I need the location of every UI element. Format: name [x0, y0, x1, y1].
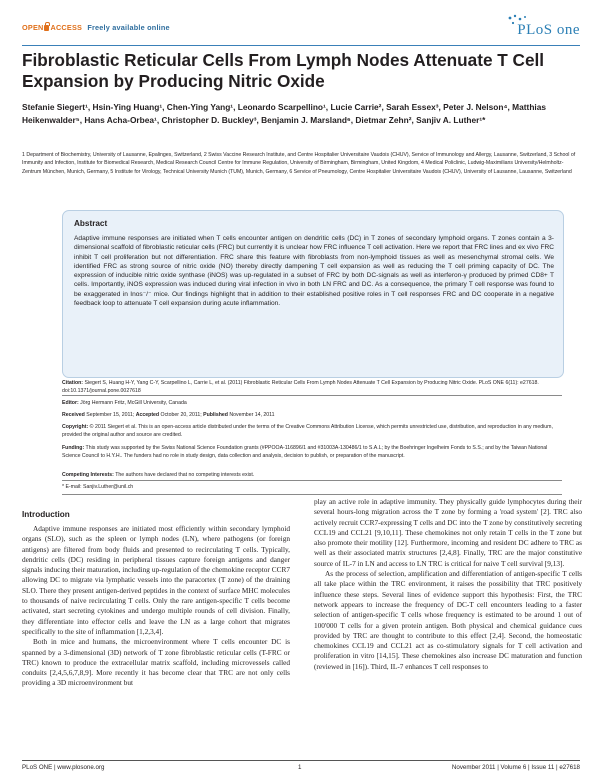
published-date: November 14, 2011	[227, 412, 275, 418]
copyright	[62, 423, 562, 439]
abstract-text: Adaptive immune responses are initiated when T cells encounter antigen on dendritic cells (DC) in T zones of secondary lymphoid organs. T zones contain a 3-dimensional scaffold of fibroblastic reticular cells (FRC) but currently it is unclear how FRC influence T cell activation. Here we report that FRC lines and ex vivo FRC inhibit T cell proliferation but not differentiation. FRC share this feature with fibroblasts from non-lymphoid tissues as well as mesenchymal stromal cells. We identified FRC as strong source of nitric oxide (NO) thereby directly dampening T cell expansion as well as reducing the T cell priming capacity of DC. The expression of inducible nitric oxide synthase (iNOS) was up-regulated in a subset of FRC by both DC-signals as well as interferon-γ produced by primed CD8+ T cells. Importantly, iNOS expression was induced during viral infection in vivo in both LN FRC and DC. As a consequence, the primary T cell response was found to be exaggerated in Inos⁻/⁻ mice. Our findings highlight that in addition to their established positive roles in T cell responses FRC and DC cooperate in a negative feedback loop to attenuate T cell expansion during acute inflammation.	[74, 235, 554, 308]
paragraph: Both in mice and humans, the microenvironment where T cells encounter DC is spanned by a 3-dimensional (3D) network of T zone fibroblastic reticular cells (T-FRC or TRC) known to produce the extracellular matrix scaffold, including microvessels called conduits [2,4,5,6,7,8,9]. More recently it has become clear that TRC are not only cells providing a 3D microenvironment but	[22, 637, 290, 688]
body-column-right	[314, 497, 582, 672]
affiliations: 1 Department of Biochemistry, University of Lausanne, Epalinges, Switzerland, 2 Swiss Vaccine Research Institute, and Centre Hospitalier Universitaire Vaudois (CHUV), Service of Immunology and Allergy, Lausanne, Switzerland, 3 School of Immunity and Infection, Institute for Biomedical Research, Medical Research Council Centre for Immune Regulation, University of Birmingham, Birmingham, United Kingdom, 4 Medical Policlinic, Ludwig-Maximilians University/Helmholtz-Zentrum München, Munich, Germany, 5 Institute for Virology, Technical University Munich (TUM), Munich, Germany, 6 Service of Pneumology, Centre Hospitalier Universitaire Vaudois (CHUV), University of Lausanne, Lausanne, Switzerland	[22, 152, 576, 175]
logo-text: PLoS one	[517, 22, 580, 38]
section-heading: Introduction	[22, 510, 70, 519]
footer-issue: November 2011 | Volume 6 | Issue 11 | e27618	[451, 764, 580, 771]
editor-label: Editor:	[62, 400, 79, 406]
plos-one-logo	[506, 14, 580, 42]
accepted-label: Accepted	[135, 412, 160, 418]
open-access-badge	[22, 23, 170, 32]
citation	[62, 379, 562, 395]
competing-text: The authors have declared that no competing interests exist.	[113, 472, 255, 478]
paragraph: play an active role in adaptive immunity. They physically guide lymphocytes during their several hours-long migration across the T zone by forming a 'road system' [2]. TRC also actively recruit CCR7-expressing T cells and DC into the T zone by constitutively secreting CCL19 and CCL21 [9,10,11]. These chemokines not only retain T cells in the T zone but also promote their motility [12]. Furthermore, incoming and resident DC adhere to TRC as well as their associated matrix structures [2,4,8]. Finally, TRC are the major constitutive source of IL-7 in LN and access to LN TRC is critical for naive T cell survival [9,13].	[314, 497, 582, 568]
received-label: Received	[62, 412, 85, 418]
article-title: Fibroblastic Reticular Cells From Lymph Nodes Attenuate T Cell Expansion by Producing Nitric Oxide	[22, 50, 545, 91]
open-access-access-text: ACCESS	[50, 23, 83, 32]
freely-available-text: Freely available online	[87, 23, 170, 32]
header-rule	[22, 45, 580, 46]
open-access-open-text: OPEN	[22, 23, 44, 32]
page-footer	[22, 762, 580, 774]
copyright-text: © 2011 Siegert et al. This is an open-access article distributed under the terms of the Creative Commons Attribution License, which permits unrestricted use, distribution, and reproduction in any medium, provided the original author and source are credited.	[62, 424, 553, 439]
open-lock-icon	[44, 25, 49, 31]
corresponding-email: * E-mail: Sanjiv.Luther@unil.ch	[62, 484, 134, 490]
competing-interests	[62, 471, 562, 479]
funding-text: This study was supported by the Swiss National Science Foundation grants (#PPOOA-116896/1 and #31003A-130486/1 to S.A.L; by the Boehringer Ingelheim Fonds to S.S.; and by the Taiwan National Science Council to H.Y.H.. The funders had no role in study design, data collection and analysis, decision to publish, or preparation of the manuscript.	[62, 445, 548, 460]
funding-label: Funding:	[62, 445, 85, 451]
journal-header	[22, 14, 580, 42]
received-date: September 15, 2011;	[84, 412, 136, 418]
citation-label: Citation:	[62, 380, 84, 386]
footer-rule	[22, 760, 580, 761]
article-dates	[62, 411, 562, 419]
divider	[62, 494, 562, 495]
paragraph: As the process of selection, amplification and differentiation of antigen-specific T cells all take place within the TRC environment, it raises the possibility that TRC positively influence these steps. Several lines of evidence support this hypothesis: First, the TRC network appears to increase the frequency of DC-T cell encounters leading to a faster selection of antigen-specific T cells whose frequency is estimated to be around 1 out of 100'000 T cells for a given protein antigen. Both physical and chemical guidance cues provided by TRC are thought to contribute to this effect [2,4]. Second, the homeostatic chemokines CCL19 and CCL21 act as co-stimulatory signals for T cell activation and proliferation in vitro [14,15]. These chemokines also increase DC maturation and function (reviewed in [16]). Third, IL-7 enhances T cell responses to	[314, 569, 582, 671]
body-column-left	[22, 524, 290, 689]
page-number: 1	[298, 764, 302, 771]
editor-text: Jörg Hermann Fritz, McGill University, Canada	[78, 400, 187, 406]
divider	[62, 395, 562, 396]
citation-text: Siegert S, Huang H-Y, Yang C-Y, Scarpellino L, Carrie L, et al. (2011) Fibroblastic Reticular Cells From Lymph Nodes Attenuate T Cell Expansion by Producing Nitric Oxide. PLoS ONE 6(11): e27618. doi:10.1371/journal.pone.0027618	[62, 380, 539, 395]
footer-journal: PLoS ONE | www.plosone.org	[22, 764, 105, 771]
author-list: Stefanie Siegert¹, Hsin-Ying Huang¹, Chen-Ying Yang¹, Leonardo Scarpellino¹, Lucie Carrie², Sarah Essex³, Peter J. Nelson⁴, Matthias Heikenwalder⁵, Hans Acha-Orbea¹, Christopher D. Buckley³, Benjamin J. Marsland⁶, Dietmar Zehn², Sanjiv A. Luther¹*	[22, 102, 547, 125]
abstract-heading: Abstract	[74, 219, 108, 228]
funding	[62, 444, 562, 460]
editor	[62, 399, 562, 407]
abstract-box	[62, 210, 564, 378]
published-label: Published	[203, 412, 228, 418]
copyright-label: Copyright:	[62, 424, 89, 430]
competing-label: Competing Interests:	[62, 472, 114, 478]
accepted-date: October 20, 2011;	[159, 412, 204, 418]
divider	[62, 480, 562, 481]
paragraph: Adaptive immune responses are initiated most efficiently within secondary lymphoid organs (SLO), such as the spleen or lymph nodes (LN), where pathogens (or foreign antigens) are filtered from body fluids and presented to recirculating T cells. Typically, dendritic cells (DC) residing in peripheral tissues capture foreign antigens and danger signals inducing their maturation, including up-regulation of the chemokine receptor CCR7 allowing DC to migrate via lymphatic vessels into the paracortex (T zone) of the draining SLO. There they present antigen-derived peptides in the context of surface MHC molecules to thousands of naive recirculating T cells. Only the rare antigen-specific T cells become activated, start secreting cytokines and undergo multiple rounds of cell division. Finally, they differentiate into effector cells and leave the LN as a large cohort that migrates specifically to the site of inflammation [1,2,3,4].	[22, 524, 290, 636]
